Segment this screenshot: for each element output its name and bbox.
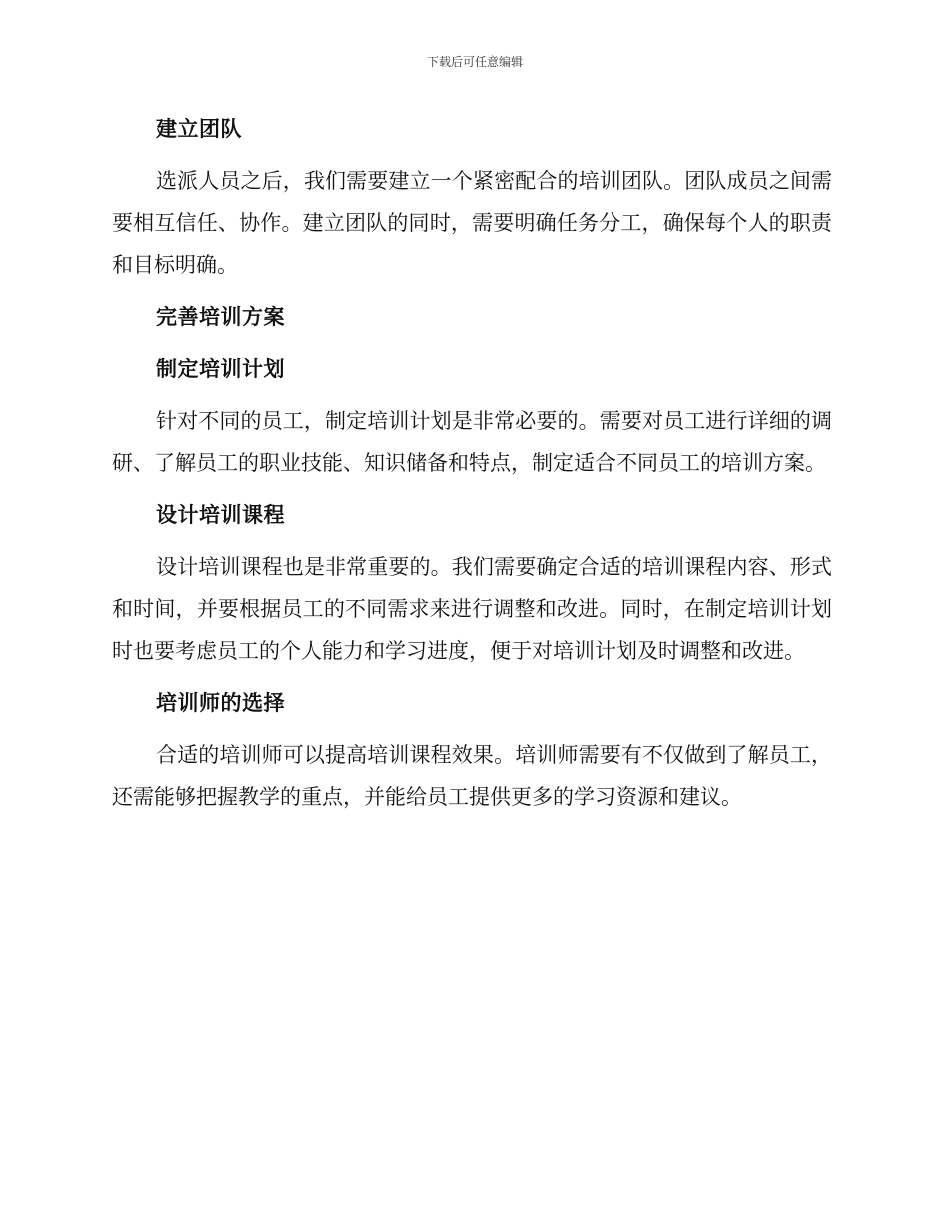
body-paragraph: 设计培训课程也是非常重要的。我们需要确定合适的培训课程内容、形式和时间，并要根据员工的不同需求来进行调整和改进。同时，在制定培训计划时也要考虑员工的个人能力和学习进度，便于对培训计划及时调整和改进。 [112, 555, 832, 663]
subsection-heading: 制定培训计划 [156, 357, 285, 381]
body-paragraph: 针对不同的员工，制定培训计划是非常必要的。需要对员工进行详细的调研、了解员工的职业技能、知识储备和特点，制定适合不同员工的培训方案。 [112, 409, 832, 475]
body-paragraph: 合适的培训师可以提高培训课程效果。培训师需要有不仅做到了解员工，还需能够把握教学的重点，并能给员工提供更多的学习资源和建议。 [112, 743, 832, 809]
subsection-heading: 培训师的选择 [156, 691, 285, 715]
section-heading: 完善培训方案 [156, 305, 285, 329]
section-heading: 建立团队 [156, 117, 242, 141]
subsection-heading: 设计培训课程 [156, 503, 285, 527]
page-header-note: 下载后可任意编辑 [426, 55, 523, 69]
document-body [112, 108, 832, 828]
body-paragraph: 选派人员之后，我们需要建立一个紧密配合的培训团队。团队成员之间需要相互信任、协作。建立团队的同时，需要明确任务分工，确保每个人的职责和目标明确。 [112, 169, 832, 277]
